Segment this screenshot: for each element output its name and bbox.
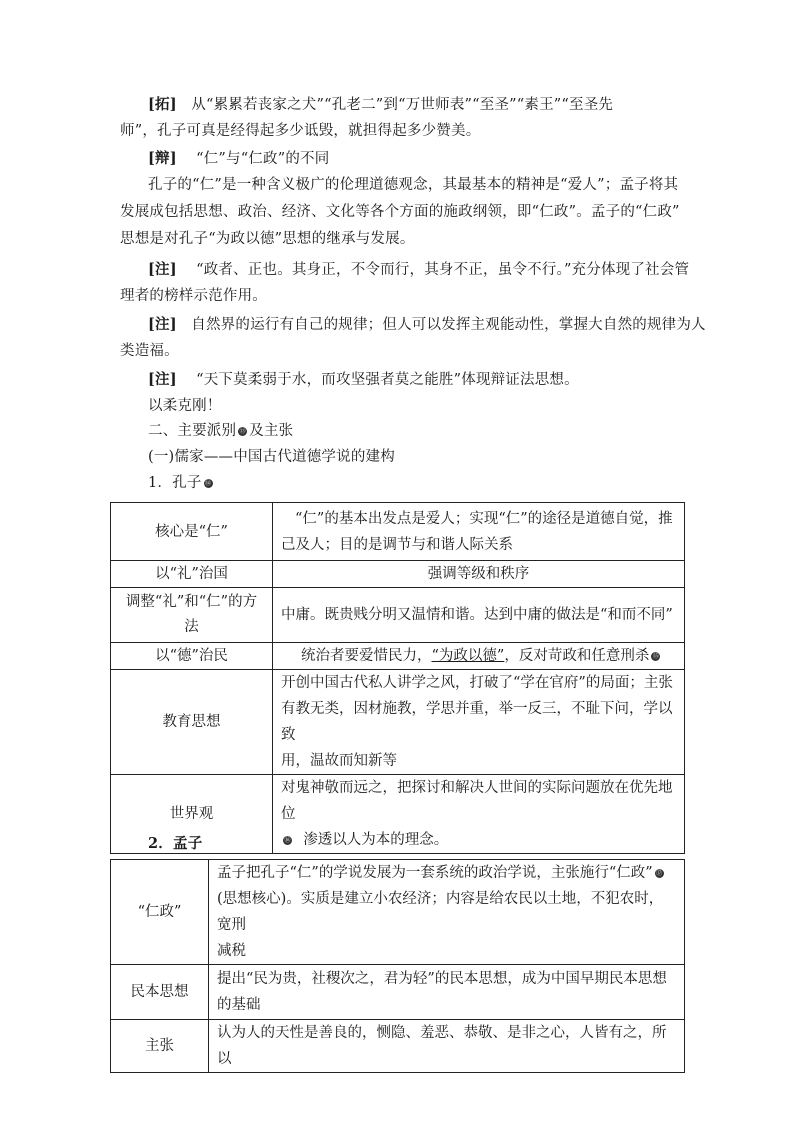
- kongzi-table: [110, 502, 685, 854]
- cell-line: [217, 860, 676, 886]
- table-value-cell: 强调等级和秩序: [273, 561, 685, 588]
- tuo-tag: [拓]: [148, 96, 177, 113]
- footnote-marker-15: ⑮: [652, 652, 659, 660]
- section-2-tail: 及主张: [249, 423, 294, 439]
- table-value-cell: [273, 503, 685, 561]
- table-key-cell: 世界观: [111, 775, 273, 854]
- tuo-line-2: 师”，孔子可真是经得起多少诋毁，就担得起多少赞美。: [120, 123, 481, 139]
- table-value-cell: [273, 643, 685, 670]
- cell-line: 提出“民为贵，社稷次之，君为轻”的民本思想，成为中国早期民本思想: [217, 971, 667, 987]
- bian-title: “仁”与“仁政”的不同: [196, 151, 330, 167]
- cell-line: 的基础: [217, 997, 261, 1013]
- table-row: [111, 670, 685, 775]
- table-row: [111, 503, 685, 561]
- cell-text: 渗透以人为本的理念。: [303, 832, 449, 848]
- tuo-text-1: 从“累累若丧家之犬”“孔老二”到“万世师表”“至圣”“素王”“至圣先: [191, 97, 614, 113]
- zhu3-tag: [注]: [148, 371, 177, 388]
- section-heading-2: [148, 418, 293, 445]
- zhu1-text-1: “政者、正也。其身正，不令而行，其身不正，虽令不行。”充分体现了社会管: [196, 262, 690, 278]
- kongzi-heading: [148, 470, 215, 497]
- table-value-cell: [209, 965, 685, 1020]
- table-key-cell: 核心是“仁”: [111, 503, 273, 561]
- cell-line: 减税: [217, 943, 246, 959]
- cell-line: 法: [184, 619, 199, 635]
- mengzi-heading: 2．孟子: [148, 835, 203, 852]
- zhu1-line-1: [148, 256, 689, 284]
- mengzi-table: [110, 859, 685, 1073]
- cell-line: 有教无类，因材施教，学思并重，举一反三，不耻下问，学以致: [281, 701, 673, 743]
- cell-line: 用，温故而知新等: [281, 753, 397, 769]
- tuo-line-1: [148, 91, 613, 119]
- table-value-cell: 认为人的天性是善良的，恻隐、羞恶、恭敬、是非之心，人皆有之，所以: [209, 1020, 685, 1073]
- table-row: [111, 965, 685, 1020]
- cell-line: 开创中国古代私人讲学之风，打破了“学在官府”的局面；主张: [281, 675, 673, 691]
- table-row: [111, 643, 685, 670]
- ren-line-2: 发展成包括思想、政治、经济、文化等各个方面的施政纲领，即“仁政”。孟子的“仁政”: [120, 204, 680, 220]
- zhu2-line-1: [148, 311, 706, 339]
- table-row: [111, 1020, 685, 1073]
- table-key-cell: 民本思想: [111, 965, 209, 1020]
- rou-line: 以柔克刚！: [148, 398, 222, 414]
- bian-line: [148, 145, 329, 173]
- table-key-cell: “仁政”: [111, 860, 209, 965]
- subsection-heading-1: (一)儒家——中国古代道德学说的建构: [148, 449, 395, 465]
- table-key-cell: [111, 588, 273, 643]
- zhu2-tag: [注]: [148, 316, 177, 333]
- footnote-marker-13: ⑬: [239, 427, 246, 435]
- table-value-cell: [273, 670, 685, 775]
- table-key-cell: 以“德”治民: [111, 643, 273, 670]
- footnote-marker-17: ⑰: [656, 869, 663, 877]
- cell-line: 己及人；目的是调节与和谐人际关系: [281, 536, 513, 553]
- table-key-cell: 以“礼”治国: [111, 561, 273, 588]
- cell-line: (思想核心)。实质是建立小农经济；内容是给农民以土地，不犯农时，宽刑: [217, 891, 664, 933]
- cell-line: [281, 827, 676, 853]
- cell-text: 统治者要爱惜民力，: [301, 648, 432, 664]
- cell-text: 孟子把孔子“仁”的学说发展为一套系统的政治学说，主张施行“仁政”: [217, 865, 653, 881]
- bian-tag: [辩]: [148, 150, 177, 167]
- footnote-marker-16: ⑯: [284, 836, 291, 844]
- table-key-cell: 教育思想: [111, 670, 273, 775]
- zhu3-line-1: [148, 366, 579, 394]
- zhu2-text-1: 自然界的运行有自己的规律；但人可以发挥主观能动性，掌握大自然的规律为人: [191, 317, 706, 333]
- table-row: [111, 860, 685, 965]
- cell-line: “仁”的基本出发点是爱人；实现“仁”的途径是道德自觉，推: [295, 510, 673, 527]
- table-row: [111, 588, 685, 643]
- zhu1-tag: [注]: [148, 261, 177, 278]
- table-key-cell: 主张: [111, 1020, 209, 1073]
- zhu3-text-1: “天下莫柔弱于水，而攻坚强者莫之能胜”体现辩证法思想。: [196, 372, 579, 388]
- cell-text: ，反对苛政和任意刑杀: [504, 648, 650, 664]
- table-value-cell: [273, 775, 685, 854]
- cell-line: 对鬼神敬而远之，把探讨和解决人世间的实际问题放在优先地位: [281, 780, 673, 822]
- footnote-marker-14: ⑭: [204, 479, 212, 487]
- ren-line-3: 思想是对孔子“为政以德”思想的继承与发展。: [120, 231, 415, 247]
- zhu2-line-2: 类造福。: [120, 343, 179, 359]
- table-row: [111, 561, 685, 588]
- table-value-cell: [209, 860, 685, 965]
- ren-line-1: 孔子的“仁”是一种含义极广的伦理道德观念，其最基本的精神是“爱人”；孟子将其: [148, 177, 679, 193]
- cell-underlined-text: “为政以德”: [431, 648, 505, 664]
- section-2-title: 二、主要派别: [148, 423, 237, 439]
- kongzi-title: 1．孔子: [148, 475, 202, 491]
- table-value-cell: 中庸。既贵贱分明又温情和谐。达到中庸的做法是“和而不同”: [273, 588, 685, 643]
- cell-line: 调整“礼”和“仁”的方: [125, 594, 258, 610]
- zhu1-line-2: 理者的榜样示范作用。: [120, 288, 267, 304]
